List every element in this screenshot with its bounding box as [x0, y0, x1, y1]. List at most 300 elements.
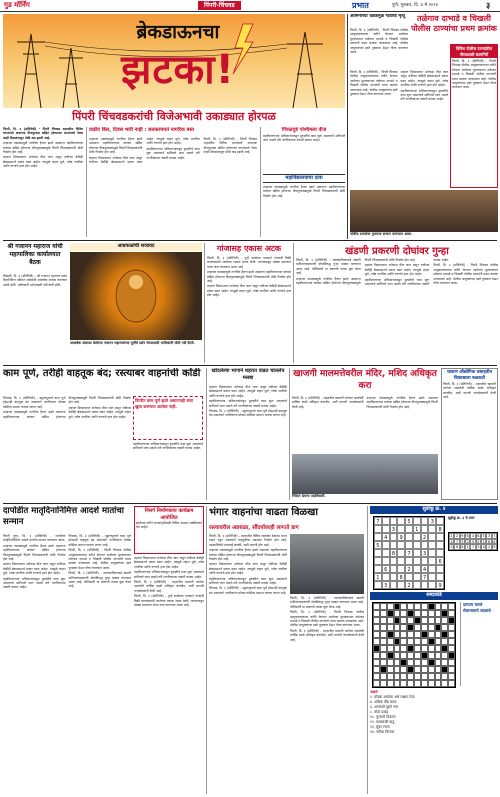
- sudoku-cell[interactable]: [428, 541, 436, 549]
- crossword-cell[interactable]: [387, 645, 394, 652]
- mid-right-sub: दाम्पत्य मारले सेवाभावाचे जाळाले: [460, 602, 498, 686]
- crossword-cell[interactable]: [428, 645, 435, 652]
- crossword-cell[interactable]: [448, 680, 455, 687]
- crossword-cell[interactable]: [448, 610, 455, 617]
- row4-col3b-para-3: पिंपरी, दि. ३ (प्रतिनिधी) - शहरातील खाजगी जागेवर असलेली धार्मिक स्थळे अधिकृत करावीत, अशी मागणी नगरसेवकांनी केली आहे.: [290, 628, 364, 642]
- crossword-cell[interactable]: [380, 631, 387, 638]
- sudoku-solution-cell: 6: [466, 534, 469, 538]
- sudoku-cell[interactable]: 6: [382, 565, 390, 573]
- crossword-cell[interactable]: [373, 659, 380, 666]
- crossword-cell[interactable]: [373, 638, 380, 645]
- sudoku-cell[interactable]: [382, 549, 390, 557]
- sudoku-cell[interactable]: 7: [405, 549, 413, 557]
- clue-1: १. मोठ्या शब्दांचा अर्थ लक्षात ठेवा: [370, 695, 415, 699]
- row4-col3b-text: [290, 596, 364, 794]
- crossword-cell[interactable]: [435, 617, 442, 624]
- row3-col2-text: [209, 385, 287, 500]
- crossword-cell: [428, 659, 435, 666]
- lead-kicker: ब्रेकडाऊनचा: [136, 21, 220, 43]
- sudoku-cell[interactable]: [374, 581, 382, 589]
- crossword-cell[interactable]: [441, 652, 448, 659]
- sudoku-cell[interactable]: [428, 557, 436, 565]
- crossword-cell[interactable]: [387, 617, 394, 624]
- clue-8: १४. नदीचा किनारा: [370, 730, 395, 734]
- sudoku-solution-cell: 8: [461, 545, 464, 549]
- mid-center-para-1: पिंपरी, दि. ३ (प्रतिनिधी) - गुन्हे शाखेच्या पथकाने गांजाची विक्री करण्यासाठी आलेल्या एकास अटक केली. त्याच्याकडून मोठ्या प्रमाणात गांजा जप्त करण्यात आला आहे.: [207, 256, 291, 269]
- row4-col3-para-2: उन्हाच्या तडाख्यामुळे नागरिक हैराण झाले असताना महावितरणच्या वारंवार खंडित होणाऱ्या वीजपुरवठ्यामुळे पिंपरी चिंचवडकरांची मोठी गैरसोय होत आहे.: [209, 548, 287, 562]
- crossword-cell[interactable]: [435, 652, 442, 659]
- crossword-cell[interactable]: [428, 617, 435, 624]
- sudoku-solution-cell: 3: [461, 539, 464, 544]
- crossword-cell[interactable]: [435, 631, 442, 638]
- row3-col2-para-3: चिंचवड, दि. ३ (प्रतिनिधी) - उड्डाणपुलाचे काम पूर्ण होऊनही वाहतूक बंद असल्याने नागरिकांना मोठ्या कोंडीचा सामना करावा लागत आहे.: [209, 409, 287, 418]
- sudoku-cell[interactable]: [428, 533, 436, 541]
- crossword-cell[interactable]: [414, 652, 421, 659]
- right-top-small-head: ओमिनीच्या धडकेमुळे गाडीचा मृत्यू: [350, 14, 406, 19]
- crossword-cell[interactable]: [428, 624, 435, 631]
- crossword-cell[interactable]: [421, 666, 428, 673]
- sudoku-cell[interactable]: 3: [390, 525, 398, 533]
- sudoku-cell[interactable]: [374, 565, 382, 573]
- clues-title: आडवे: [370, 690, 378, 694]
- crossword-cell[interactable]: [380, 659, 387, 666]
- crossword-cell[interactable]: [407, 631, 414, 638]
- crossword-cell[interactable]: [387, 659, 394, 666]
- sudoku-cell[interactable]: 1: [413, 525, 421, 533]
- crossword-cell[interactable]: [407, 638, 414, 645]
- crossword-cell[interactable]: [435, 673, 442, 680]
- crossword-cell[interactable]: [414, 624, 421, 631]
- crossword-cell[interactable]: [414, 673, 421, 680]
- sudoku-cell[interactable]: [436, 565, 444, 573]
- crossword-cell[interactable]: [421, 603, 428, 610]
- row4-col3-para-1: पिंपरी, दि. ३ (प्रतिनिधी) - शहरातील विविध रस्त्यांवर बेवारस भंगार वाहने पडून असल्याने वाहतुकीस अडथळा निर्माण होत आहे. महापालिकेने कारवाई करावी, अशी मागणी होत आहे.: [209, 534, 287, 547]
- sudoku-solution-cell: 7: [493, 534, 496, 538]
- sudoku-cell[interactable]: [390, 573, 398, 581]
- right-top-para-2: शहरात दिवसभरात अनेकदा वीज जात असून रात्रीच्या वेळीही ब्रेकडाऊनचे प्रकार घडत आहेत. त्यामुळे लहान मुले, ज्येष्ठ नागरिक आणि रुग्णांचे हाल होत आहेत.: [400, 70, 448, 88]
- sudoku-cell[interactable]: [390, 557, 398, 565]
- crossword-cell[interactable]: [400, 610, 407, 617]
- crossword-cell[interactable]: [414, 610, 421, 617]
- sudoku-solution-cell: 6: [455, 545, 459, 549]
- row3-col3-para-1: पिंपरी, दि. ३ (प्रतिनिधी) - शहरातील खाजगी जागेवर असलेली धार्मिक स्थळे अधिकृत करावीत, अशी मागणी नगरसेवकांनी केली आहे.: [292, 396, 364, 409]
- sudoku-cell[interactable]: 7: [374, 517, 382, 525]
- row3-col1b-text: महावितरणच्या अधिकाऱ्यांकडून दुरुस्तीचे काम सुरू असल्याचे सांगितले जात असले तरी नागरिकांच्या तक्रारी कायम आहेत.: [133, 442, 203, 451]
- row3-col3-text: [292, 396, 438, 452]
- crossword-grid[interactable]: [372, 602, 456, 688]
- crossword-cell[interactable]: [400, 603, 407, 610]
- crossword-cell[interactable]: [414, 631, 421, 638]
- crossword-cell[interactable]: [400, 680, 407, 687]
- sudoku-cell[interactable]: 5: [405, 517, 413, 525]
- police-award-caption: पोलीस ठाण्यांचा गुणवत्ता सन्मान करण्यात आला.: [350, 232, 413, 236]
- sudoku-cell[interactable]: 7: [421, 573, 429, 581]
- sudoku-cell[interactable]: [397, 565, 405, 573]
- crossword-cell[interactable]: [448, 638, 455, 645]
- crossword-cell[interactable]: [394, 624, 401, 631]
- crossword-cell[interactable]: [448, 673, 455, 680]
- sudoku-solution-cell: 5: [450, 545, 453, 549]
- crossword-cell[interactable]: [400, 638, 407, 645]
- crossword-cell[interactable]: [414, 666, 421, 673]
- crossword-cell: [421, 652, 428, 659]
- sudoku-cell[interactable]: [397, 557, 405, 565]
- crossword-cell[interactable]: [380, 638, 387, 645]
- crossword-cell[interactable]: [441, 659, 448, 666]
- crossword-cell[interactable]: [435, 603, 442, 610]
- sudoku-cell[interactable]: 6: [436, 557, 444, 565]
- lead-box-sub: महाविद्यालयाचा दावा: [263, 174, 345, 183]
- row3-pull-quote: [133, 396, 203, 440]
- crossword-cell[interactable]: [394, 645, 401, 652]
- crossword-cell[interactable]: [400, 673, 407, 680]
- crossword-cell[interactable]: [380, 617, 387, 624]
- sudoku-cell[interactable]: [421, 557, 429, 565]
- crossword-cell: [394, 638, 401, 645]
- sudoku-cell[interactable]: [413, 573, 421, 581]
- crossword-cell: [387, 631, 394, 638]
- row4-col2-box: [134, 506, 204, 554]
- crossword-cell[interactable]: [421, 673, 428, 680]
- sudoku-cell[interactable]: 4: [382, 533, 390, 541]
- sudoku-cell[interactable]: 2: [421, 533, 429, 541]
- crossword-cell: [380, 666, 387, 673]
- crossword-cell[interactable]: [421, 624, 428, 631]
- sudoku-cell[interactable]: [428, 581, 436, 589]
- sudoku-cell[interactable]: [421, 581, 429, 589]
- crossword-cell[interactable]: [448, 645, 455, 652]
- row3-col1-head: काम पूर्ण, तरीही वाहतूक बंद; रस्त्याबर वाहनांची कोंडी: [3, 368, 201, 379]
- clue-3: ६. आनंदाचे दुसरे नाव: [370, 705, 398, 709]
- sudoku-cell[interactable]: 8: [390, 549, 398, 557]
- crossword-cell[interactable]: [380, 610, 387, 617]
- crossword-cell[interactable]: [435, 666, 442, 673]
- right-top-sidebox: [450, 44, 498, 188]
- sudoku-solution-cell: 3: [477, 545, 480, 549]
- sudoku-solution-cell: 2: [455, 534, 459, 538]
- crossword-cell[interactable]: [428, 631, 435, 638]
- sudoku-cell[interactable]: 4: [421, 565, 429, 573]
- crossword-cell[interactable]: [387, 680, 394, 687]
- crossword-cell[interactable]: [421, 638, 428, 645]
- sudoku-cell[interactable]: 3: [428, 517, 436, 525]
- crossword-cell[interactable]: [380, 603, 387, 610]
- crossword-cell[interactable]: [394, 631, 401, 638]
- sudoku-cell[interactable]: [405, 533, 413, 541]
- crossword-cell: [448, 652, 455, 659]
- mid-center-text: [207, 256, 291, 362]
- sudoku-cell[interactable]: [413, 565, 421, 573]
- sudoku-cell[interactable]: [436, 517, 444, 525]
- sudoku-cell[interactable]: [428, 549, 436, 557]
- crossword-cell[interactable]: [448, 624, 455, 631]
- row3-pull-quote-text: पिंपरीत काम पूर्ण झाले असतानाही रस्ता खुला करण्यात आलेला नाही.: [135, 398, 193, 409]
- crossword-cell: [407, 624, 414, 631]
- crossword-cell: [428, 638, 435, 645]
- sudoku-cell[interactable]: [428, 525, 436, 533]
- crossword-cell[interactable]: [400, 617, 407, 624]
- lead-side-head: वाढीव बिल, दिवस भारी नाही : सतकरमयते नागरिक त्रस्त: [89, 127, 195, 133]
- sudoku-cell[interactable]: [428, 565, 436, 573]
- dateline: पुणे, गुरुवार, दि. ४ मे २०२३: [392, 3, 438, 8]
- crossword-cell: [387, 610, 394, 617]
- sudoku-cell[interactable]: [397, 541, 405, 549]
- mid-left-head: श्री गजानन महाराज यांची महापालिका कार्यालयात बैठक: [7, 243, 63, 266]
- crossword-cell[interactable]: [407, 680, 414, 687]
- right-top-sidebox-head: विविध पोलीस ठाण्यांतील गौरवशाली कामगिरी: [451, 45, 497, 58]
- crossword-cell[interactable]: [394, 673, 401, 680]
- crossword-cell[interactable]: [428, 680, 435, 687]
- crossword-cell[interactable]: [441, 638, 448, 645]
- crossword-cell[interactable]: [387, 666, 394, 673]
- sudoku-cell[interactable]: 3: [382, 581, 390, 589]
- sudoku-cell[interactable]: [436, 533, 444, 541]
- sudoku-cell[interactable]: 2: [405, 581, 413, 589]
- sudoku-cell[interactable]: [382, 541, 390, 549]
- sudoku-cell[interactable]: 3: [421, 549, 429, 557]
- crossword-cell[interactable]: [387, 624, 394, 631]
- sudoku-cell[interactable]: [436, 573, 444, 581]
- crossword-cell[interactable]: [380, 673, 387, 680]
- edition-badge: पिंपरी-चिंचवड: [198, 1, 241, 10]
- crossword-cell[interactable]: [448, 631, 455, 638]
- lead-box-text: महावितरणच्या अधिकाऱ्यांकडून दुरुस्तीचे काम सुरू असल्याचे सांगितले जात असले तरी नागरिकांच्या तक्रारी कायम आहेत.: [263, 134, 345, 143]
- row4-col2b-para-3: पिंपरी, दि. ३ (प्रतिनिधी) - शहरातील खाजगी जागेवर असलेली धार्मिक स्थळे अधिकृत करावीत, अशी मागणी नगरसेवकांनी केली आहे.: [134, 580, 204, 593]
- right-top-small-text: पिंपरी, दि. ३ (प्रतिनिधी) - पिंपरी चिंचवड पोलीस आयुक्तालयाच्या वतीने घेण्यात आलेल्या मूल्यांकनात तळेगाव दाभाडे व चिखली पोलीस ठाण्यांनी प्रथम क्रमांक पटकावला आहे. पोलीस आयुक्तांच्या हस्ते पुरस्कार देऊन गौरव करण्यात आला.: [350, 28, 408, 55]
- crossword-cell[interactable]: [373, 673, 380, 680]
- crossword-cell[interactable]: [441, 673, 448, 680]
- sudoku-cell[interactable]: 2: [405, 565, 413, 573]
- row4-col3b-para-1: पिंपरी, दि. ३ (प्रतिनिधी) - व्यावसायिकाकडे खंडणी मागितल्याप्रकरणी दोघांविरुद्ध गुन्हा दाखल करण्यात आला आहे. पोलिसांनी या प्रकरणी तपास सुरू केला आहे.: [290, 596, 364, 609]
- crossword-cell[interactable]: [435, 645, 442, 652]
- sudoku-cell[interactable]: [413, 557, 421, 565]
- crossword-cell: [435, 624, 442, 631]
- crossword-cell[interactable]: [414, 680, 421, 687]
- crossword-cell[interactable]: [428, 610, 435, 617]
- sudoku-solution-cell: 7: [455, 539, 459, 544]
- clue-6: ११. पावसाळी ऋतू: [370, 720, 395, 724]
- mid-left-text: चिखली, दि. ३ (प्रतिनिधी) - श्री गजानन महाराज प्रकट दिनानिमित्त मंदिरात आंब्यांची आकर्षक आरास करण्यात आली होती. भाविकांनी दर्शनासाठी गर्दी केली होती.: [3, 274, 67, 287]
- crossword-cell[interactable]: [407, 673, 414, 680]
- crossword-cell[interactable]: [448, 666, 455, 673]
- sudoku-cell[interactable]: [390, 565, 398, 573]
- crossword-cell[interactable]: [407, 617, 414, 624]
- crossword-cell: [407, 645, 414, 652]
- crossword-cell[interactable]: [387, 638, 394, 645]
- sudoku-cell[interactable]: [421, 541, 429, 549]
- crossword-cell[interactable]: [400, 666, 407, 673]
- sudoku-title: सुडोकू क्र. ४: [370, 506, 498, 514]
- crossword-cell[interactable]: [373, 610, 380, 617]
- sudoku-cell[interactable]: [374, 549, 382, 557]
- crossword-cell[interactable]: [394, 659, 401, 666]
- sudoku-solution-cell: 1: [450, 534, 453, 538]
- crossword-cell[interactable]: [400, 652, 407, 659]
- sudoku-cell[interactable]: [374, 525, 382, 533]
- sudoku-cell[interactable]: [382, 557, 390, 565]
- crossword-cell[interactable]: [414, 638, 421, 645]
- lead-subhead: पिंपरी चिंचवडकरांची विजेअभावी उकाड्यात होरपळ: [72, 110, 276, 123]
- row4-col3-text: [209, 534, 287, 794]
- crossword-cell[interactable]: [387, 673, 394, 680]
- crossword-cell[interactable]: [421, 645, 428, 652]
- crossword-cell[interactable]: [380, 652, 387, 659]
- row4-col1-para-3: शहरात दिवसभरात अनेकदा वीज जात असून रात्रीच्या वेळीही ब्रेकडाऊनचे प्रकार घडत आहेत. त्यामुळे लहान मुले, ज्येष्ठ नागरिक आणि रुग्णांचे हाल होत आहेत.: [3, 562, 66, 576]
- sudoku-grid[interactable]: [373, 516, 445, 590]
- crossword-cell[interactable]: [435, 610, 442, 617]
- crossword-cell[interactable]: [435, 638, 442, 645]
- row3-col2-para-1: शहरात दिवसभरात अनेकदा वीज जात असून रात्रीच्या वेळीही ब्रेकडाऊनचे प्रकार घडत आहेत. त्यामुळे लहान मुले, ज्येष्ठ नागरिक आणि रुग्णांचे हाल होत आहेत.: [209, 385, 287, 398]
- crossword-cell[interactable]: [373, 603, 380, 610]
- row4-col1-para-6: पिंपरी, दि. ३ (प्रतिनिधी) - पिंपरी चिंचवड पोलीस आयुक्तालयाच्या वतीने घेण्यात आलेल्या मूल्यांकनात तळेगाव दाभाडे व चिखली पोलीस ठाण्यांनी प्रथम क्रमांक पटकावला आहे. पोलीस आयुक्तांच्या हस्ते पुरस्कार देऊन गौरव करण्यात आला.: [68, 548, 131, 570]
- crossword-cell[interactable]: [373, 652, 380, 659]
- crossword-cell[interactable]: [441, 603, 448, 610]
- sudoku-cell[interactable]: [374, 557, 382, 565]
- row3-col4-text: पिंपरी, दि. ३ (प्रतिनिधी) - शहरातील खाजगी जागेवर असलेली धार्मिक स्थळे अधिकृत करावीत, अशी मागणी नगरसेवकांनी केली आहे.: [443, 382, 496, 400]
- crossword-cell[interactable]: [380, 645, 387, 652]
- crossword-cell: [428, 603, 435, 610]
- sudoku-solution-cell: 8: [477, 534, 480, 538]
- sudoku-cell[interactable]: [397, 581, 405, 589]
- lead-headline: झटका!: [121, 47, 235, 93]
- row3-col2-head: खोदलेल्या भागाने शहरात वाढत चाललेय मलबा: [211, 368, 285, 381]
- lead-para-6: पिंपरी, दि. ३ (प्रतिनिधी) - पिंपरी चिंचवड शहरातील विविध भागांमध्ये अचानक वीजपुरवठा खंडित होण्याच्या घटनांमध्ये गेल्या काही दिवसांपासून मोठी वाढ झाली आहे.: [203, 137, 257, 155]
- crossword-cell[interactable]: [373, 624, 380, 631]
- row3-col4-box: [441, 368, 498, 500]
- sudoku-cell[interactable]: [413, 533, 421, 541]
- mid-center-para-2: उन्हाच्या तडाख्यामुळे नागरिक हैराण झाले असताना महावितरणच्या वारंवार खंडित होणाऱ्या वीजपुरवठ्यामुळे पिंपरी चिंचवडकरांची मोठी गैरसोय होत आहे.: [207, 270, 291, 284]
- crossword-cell[interactable]: [373, 617, 380, 624]
- temple-mosque-meeting-photo: [292, 454, 438, 494]
- crossword-cell[interactable]: [421, 680, 428, 687]
- crossword-cell[interactable]: [400, 645, 407, 652]
- sudoku-cell[interactable]: [397, 525, 405, 533]
- crossword-cell[interactable]: [421, 617, 428, 624]
- mid-right-para-1: पिंपरी, दि. ३ (प्रतिनिधी) - व्यावसायिकाकडे खंडणी मागितल्याप्रकरणी दोघांविरुद्ध गुन्हा दाखल करण्यात आला आहे. पोलिसांनी या प्रकरणी तपास सुरू केला आहे.: [296, 258, 361, 276]
- sudoku-cell[interactable]: [428, 573, 436, 581]
- crossword-cell[interactable]: [448, 603, 455, 610]
- sudoku-cell[interactable]: [436, 549, 444, 557]
- crossword-cell[interactable]: [448, 659, 455, 666]
- sudoku-cell[interactable]: [405, 525, 413, 533]
- sudoku-cell[interactable]: 9: [397, 533, 405, 541]
- crossword-cell[interactable]: [421, 610, 428, 617]
- sudoku-cell[interactable]: [374, 533, 382, 541]
- sudoku-solution-cell: 4: [471, 534, 475, 538]
- sudoku-cell[interactable]: [382, 573, 390, 581]
- sudoku-cell[interactable]: 8: [397, 573, 405, 581]
- sudoku-cell[interactable]: [397, 549, 405, 557]
- crossword-cell[interactable]: [380, 624, 387, 631]
- crossword-cell[interactable]: [400, 631, 407, 638]
- crossword-cell[interactable]: [407, 652, 414, 659]
- row4-col3-para-4: महावितरणच्या अधिकाऱ्यांकडून दुरुस्तीचे काम सुरू असल्याचे सांगितले जात असले तरी नागरिकांच्या तक्रारी कायम आहेत.: [209, 576, 287, 586]
- crossword-cell[interactable]: [394, 610, 401, 617]
- crossword-cell[interactable]: [414, 603, 421, 610]
- row4-col3b-para-2: पिंपरी, दि. ३ (प्रतिनिधी) - पिंपरी चिंचवड पोलीस आयुक्तालयाच्या वतीने घेण्यात आलेल्या मूल्यांकनात तळेगाव दाभाडे व चिखली पोलीस ठाण्यांनी प्रथम क्रमांक पटकावला आहे. पोलीस आयुक्तांच्या हस्ते पुरस्कार देऊन गौरव करण्यात आला.: [290, 610, 364, 628]
- crossword-cell[interactable]: [407, 603, 414, 610]
- sudoku-cell[interactable]: [421, 525, 429, 533]
- mid-right-para-3: शहरात दिवसभरात अनेकदा वीज जात असून रात्रीच्या वेळीही ब्रेकडाऊनचे प्रकार घडत आहेत. त्यामुळे लहान मुले, ज्येष्ठ नागरिक आणि रुग्णांचे हाल होत आहेत.: [364, 263, 430, 277]
- sudoku-cell[interactable]: [405, 573, 413, 581]
- lead-para-5: महावितरणच्या अधिकाऱ्यांकडून दुरुस्तीचे काम सुरू असल्याचे सांगितले जात असले तरी नागरिकांच्या तक्रारी कायम आहेत.: [146, 146, 200, 160]
- crossword-cell[interactable]: [387, 603, 394, 610]
- crossword-cell[interactable]: [400, 624, 407, 631]
- mango-deity-photo: [70, 252, 202, 340]
- sudoku-cell[interactable]: [390, 581, 398, 589]
- crossword-cell[interactable]: [414, 645, 421, 652]
- crossword-cell[interactable]: [435, 659, 442, 666]
- crossword-cell[interactable]: [373, 680, 380, 687]
- crossword-cell[interactable]: [407, 659, 414, 666]
- sudoku-cell[interactable]: [436, 541, 444, 549]
- sudoku-cell[interactable]: [390, 533, 398, 541]
- sudoku-cell[interactable]: 9: [436, 581, 444, 589]
- sudoku-cell[interactable]: [390, 541, 398, 549]
- row4-col2b-para-2: महावितरणच्या अधिकाऱ्यांकडून दुरुस्तीचे काम सुरू असल्याचे सांगितले जात असले तरी नागरिकांच्या तक्रारी कायम आहेत.: [134, 570, 204, 579]
- crossword-cell[interactable]: [421, 659, 428, 666]
- row3-col1-text: [3, 396, 131, 500]
- crossword-cell[interactable]: [441, 617, 448, 624]
- scrap-vehicles-photo: [290, 534, 364, 594]
- sudoku-solution-cell: 4: [450, 539, 453, 544]
- crossword-cell: [373, 645, 380, 652]
- sudoku-cell[interactable]: [421, 517, 429, 525]
- sudoku-cell[interactable]: [382, 517, 390, 525]
- sudoku-cell[interactable]: [413, 581, 421, 589]
- crossword-cell[interactable]: [428, 666, 435, 673]
- row4-col2-head: निसर्ग निर्माणकाय कार्यक्रम आयोजित: [144, 508, 194, 521]
- sudoku-cell[interactable]: [382, 525, 390, 533]
- sudoku-cell[interactable]: [390, 517, 398, 525]
- row4-col2b-text: [134, 556, 204, 794]
- mid-left-photo-title: आम्रफळांची सजावट: [70, 243, 202, 251]
- lead-box: [263, 127, 345, 237]
- crossword-cell[interactable]: [373, 666, 380, 673]
- crossword-cell[interactable]: [394, 652, 401, 659]
- row4-col1-para-2: उन्हाच्या तडाख्यामुळे नागरिक हैराण झाले असताना महावितरणच्या वारंवार खंडित होणाऱ्या वीजपुरवठ्यामुळे पिंपरी चिंचवडकरांची मोठी गैरसोय होत आहे.: [3, 543, 66, 562]
- crossword-title: शब्दकोडे: [370, 592, 498, 600]
- sudoku-cell[interactable]: [413, 549, 421, 557]
- sudoku-cell[interactable]: 8: [436, 525, 444, 533]
- row4-col1-para-5: चिंचवड, दि. ३ (प्रतिनिधी) - उड्डाणपुलाचे काम पूर्ण होऊनही वाहतूक बंद असल्याने नागरिकांना मोठ्या कोंडीचा सामना करावा लागत आहे.: [68, 534, 131, 547]
- crossword-cell[interactable]: [441, 624, 448, 631]
- sudoku-cell[interactable]: [413, 541, 421, 549]
- crossword-cell: [400, 659, 407, 666]
- crossword-cell[interactable]: [441, 680, 448, 687]
- lead-para-1: उन्हाच्या तडाख्यामुळे नागरिक हैराण झाले असताना महावितरणच्या वारंवार खंडित होणाऱ्या वीजपुरवठ्यामुळे पिंपरी चिंचवडकरांची मोठी गैरसोय होत आहे.: [3, 141, 83, 155]
- sudoku-cell[interactable]: [405, 541, 413, 549]
- row4-col2b-para-1: शहरात दिवसभरात अनेकदा वीज जात असून रात्रीच्या वेळीही ब्रेकडाऊनचे प्रकार घडत आहेत. त्यामुळे लहान मुले, ज्येष्ठ नागरिक आणि रुग्णांचे हाल होत आहेत.: [134, 556, 204, 569]
- sudoku-solution-cell: 9: [471, 539, 475, 544]
- sudoku-cell[interactable]: [413, 517, 421, 525]
- crossword-cell[interactable]: [414, 659, 421, 666]
- sudoku-cell[interactable]: [397, 517, 405, 525]
- sudoku-cell[interactable]: 5: [374, 541, 382, 549]
- crossword-cell[interactable]: [373, 631, 380, 638]
- sudoku-cell[interactable]: [405, 557, 413, 565]
- crossword-cell[interactable]: [394, 680, 401, 687]
- crossword-cell[interactable]: [428, 652, 435, 659]
- row4-col1-head: दापोडीत मातृदिनानिमित्त आदर्श मातांचा सन्मान: [3, 506, 124, 527]
- crossword-cell[interactable]: [435, 680, 442, 687]
- sudoku-cell[interactable]: 1: [374, 573, 382, 581]
- crossword-cell: [448, 617, 455, 624]
- crossword-cell[interactable]: [380, 680, 387, 687]
- crossword-cell: [441, 666, 448, 673]
- crossword-cell[interactable]: [394, 666, 401, 673]
- crossword-cell[interactable]: [428, 673, 435, 680]
